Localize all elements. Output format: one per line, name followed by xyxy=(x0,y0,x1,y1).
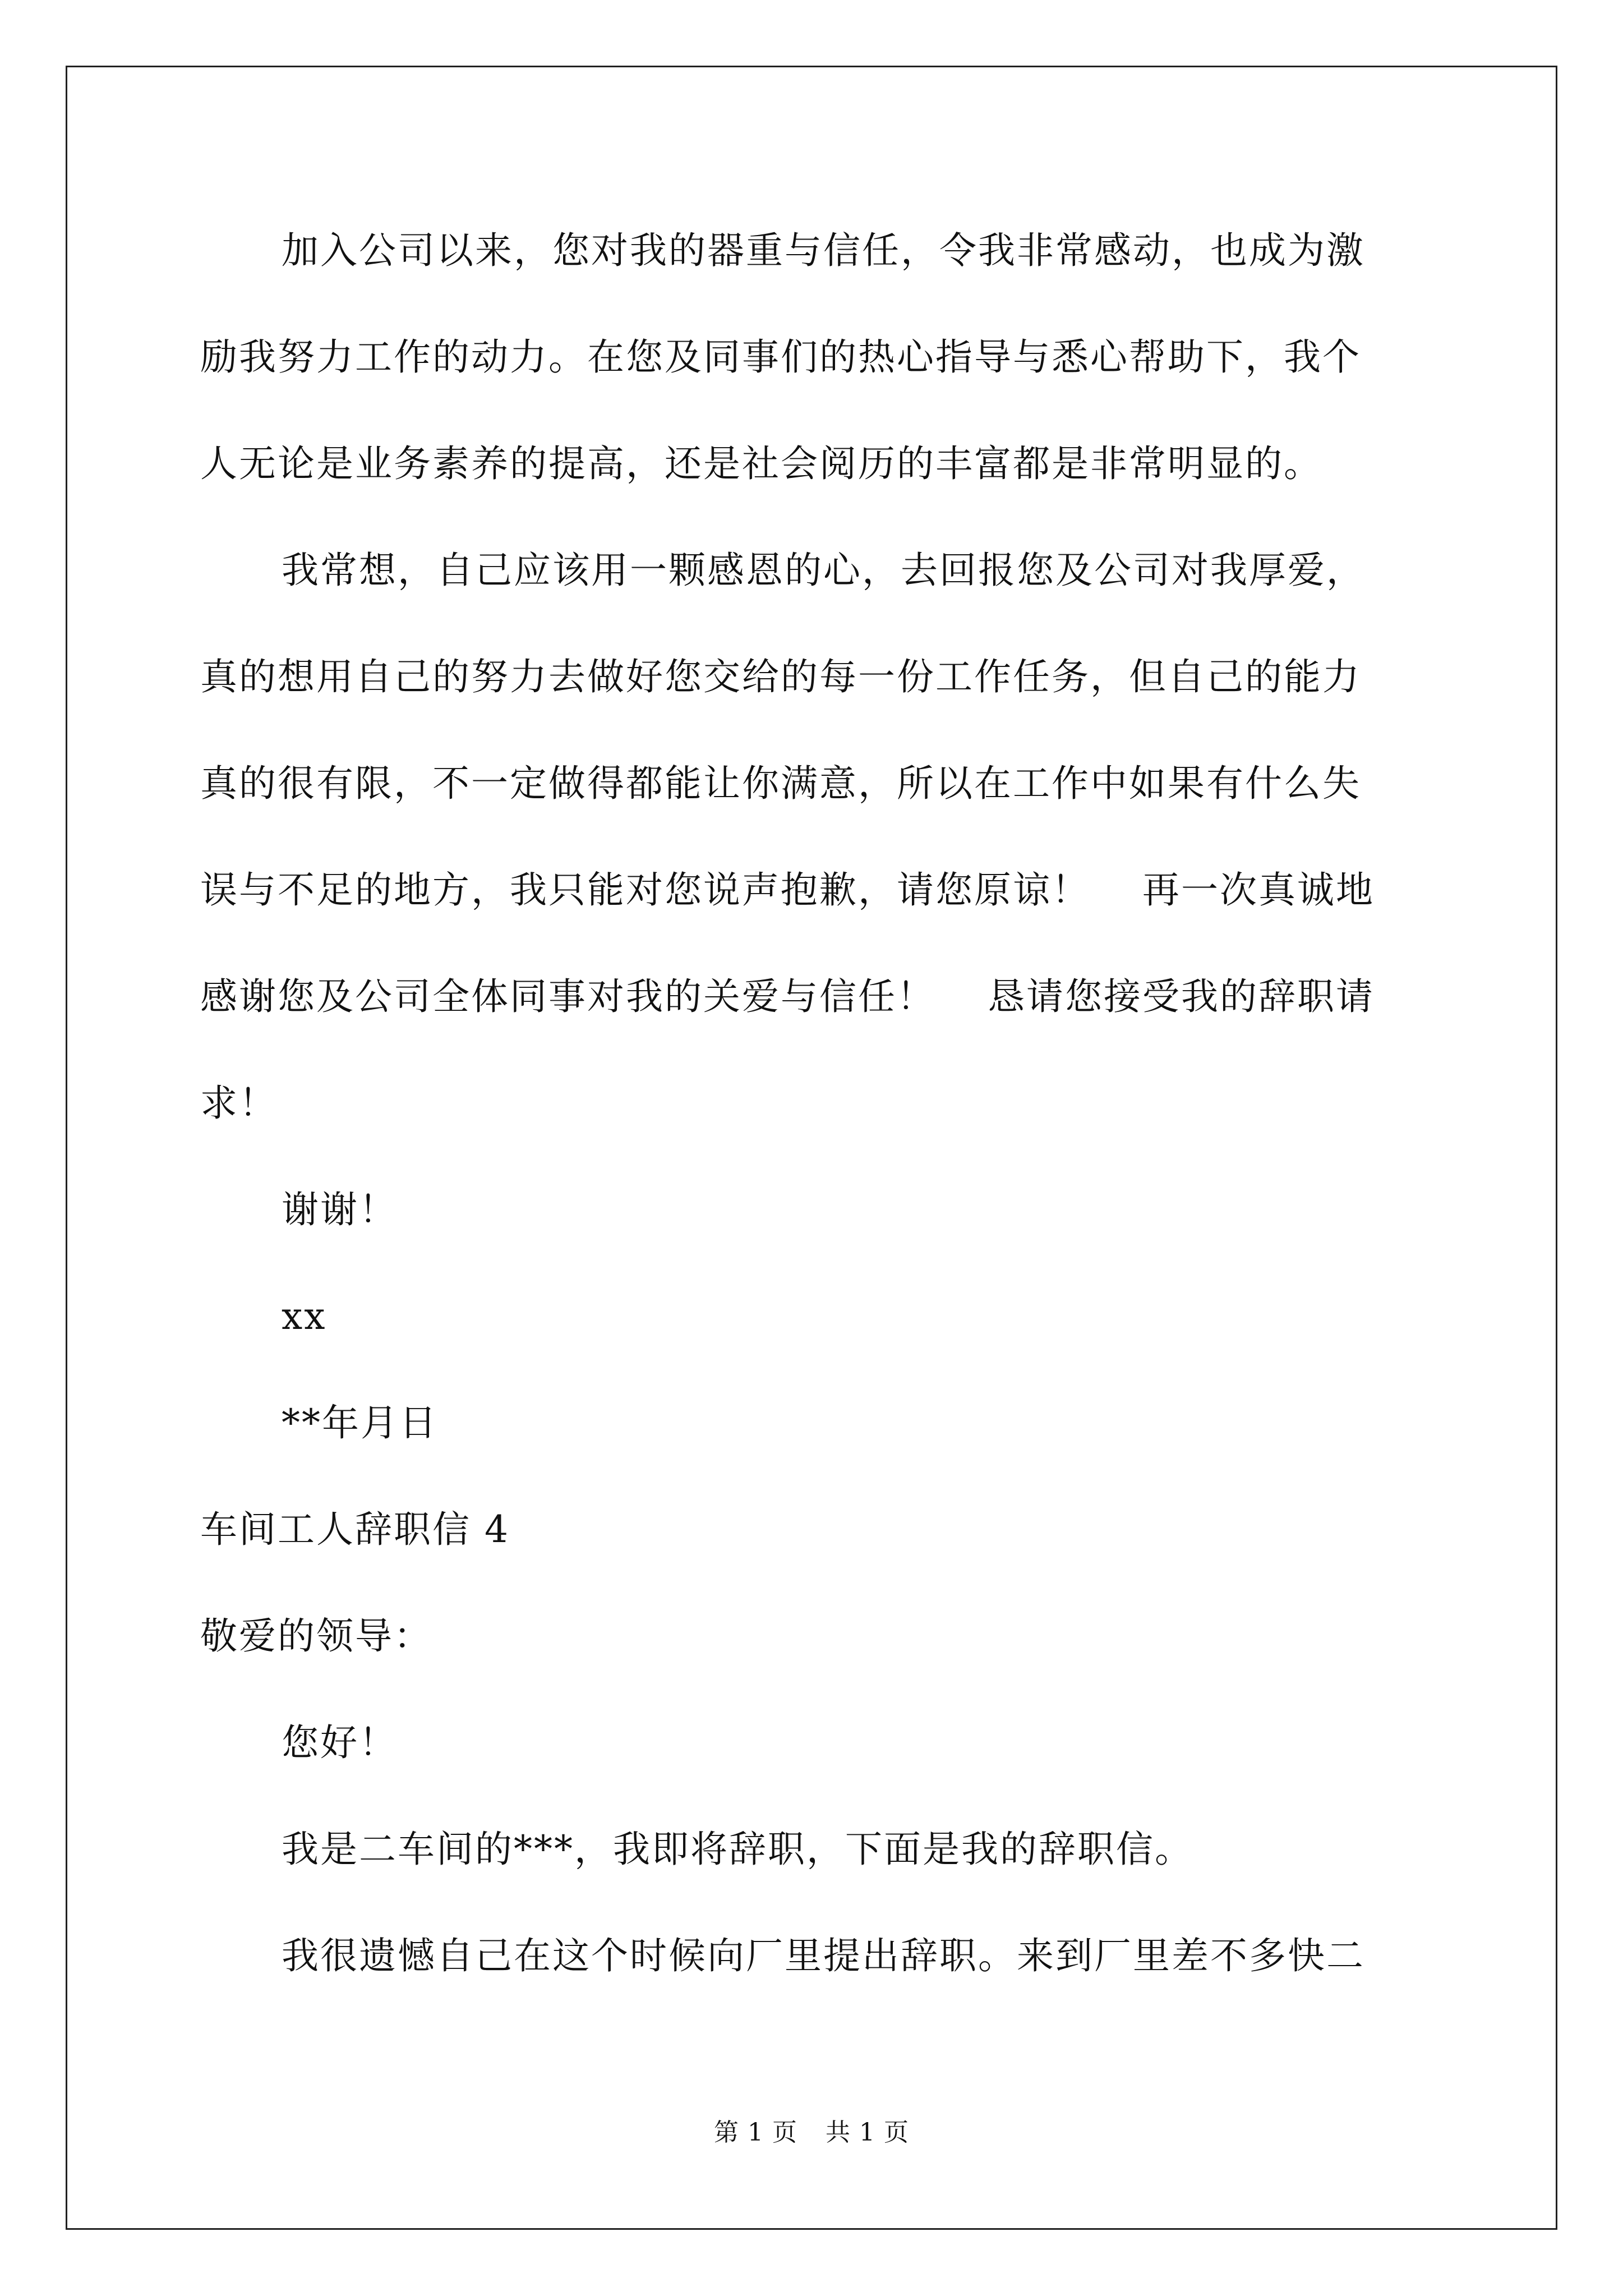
paragraph-line: 我常想，自己应该用一颗感恩的心，去回报您及公司对我厚爱， xyxy=(282,549,1365,592)
page-footer xyxy=(0,2120,1623,2145)
paragraph-line: 感谢您及公司全体同事对我的关爱与信任！ 恳请您接受我的辞职请 xyxy=(200,975,1375,1018)
greeting: 您好！ xyxy=(282,1721,398,1764)
salutation: 敬爱的领导： xyxy=(200,1614,432,1658)
paragraph-line: 真的很有限，不一定做得都能让你满意，所以在工作中如果有什么失 xyxy=(200,762,1361,805)
date-line: **年月日 xyxy=(282,1401,438,1444)
section-title: 车间工人辞职信 4 xyxy=(200,1508,510,1551)
paragraph-line: 我很遗憾自己在这个时候向厂里提出辞职。来到厂里差不多快二 xyxy=(282,1934,1365,1977)
paragraph-line: 求！ xyxy=(200,1082,278,1125)
paragraph-line: 人无论是业务素养的提高，还是社会阅历的丰富都是非常明显的。 xyxy=(200,442,1322,485)
page-border xyxy=(66,66,1557,2230)
paragraph-line: 真的想用自己的努力去做好您交给的每一份工作任务，但自己的能力 xyxy=(200,655,1361,698)
page-number: 第 1 页 xyxy=(714,2118,797,2147)
closing-thanks: 谢谢！ xyxy=(282,1188,398,1231)
paragraph-line: 加入公司以来，您对我的器重与信任，令我非常感动，也成为激 xyxy=(282,229,1365,272)
paragraph-line: 我是二车间的***，我即将辞职，下面是我的辞职信。 xyxy=(282,1828,1193,1871)
page-total: 共 1 页 xyxy=(826,2118,909,2147)
paragraph-line: 误与不足的地方，我只能对您说声抱歉，请您原谅！ 再一次真诚地 xyxy=(200,868,1375,912)
signature: xx xyxy=(282,1295,327,1338)
paragraph-line: 励我努力工作的动力。在您及同事们的热心指导与悉心帮助下，我个 xyxy=(200,335,1361,379)
